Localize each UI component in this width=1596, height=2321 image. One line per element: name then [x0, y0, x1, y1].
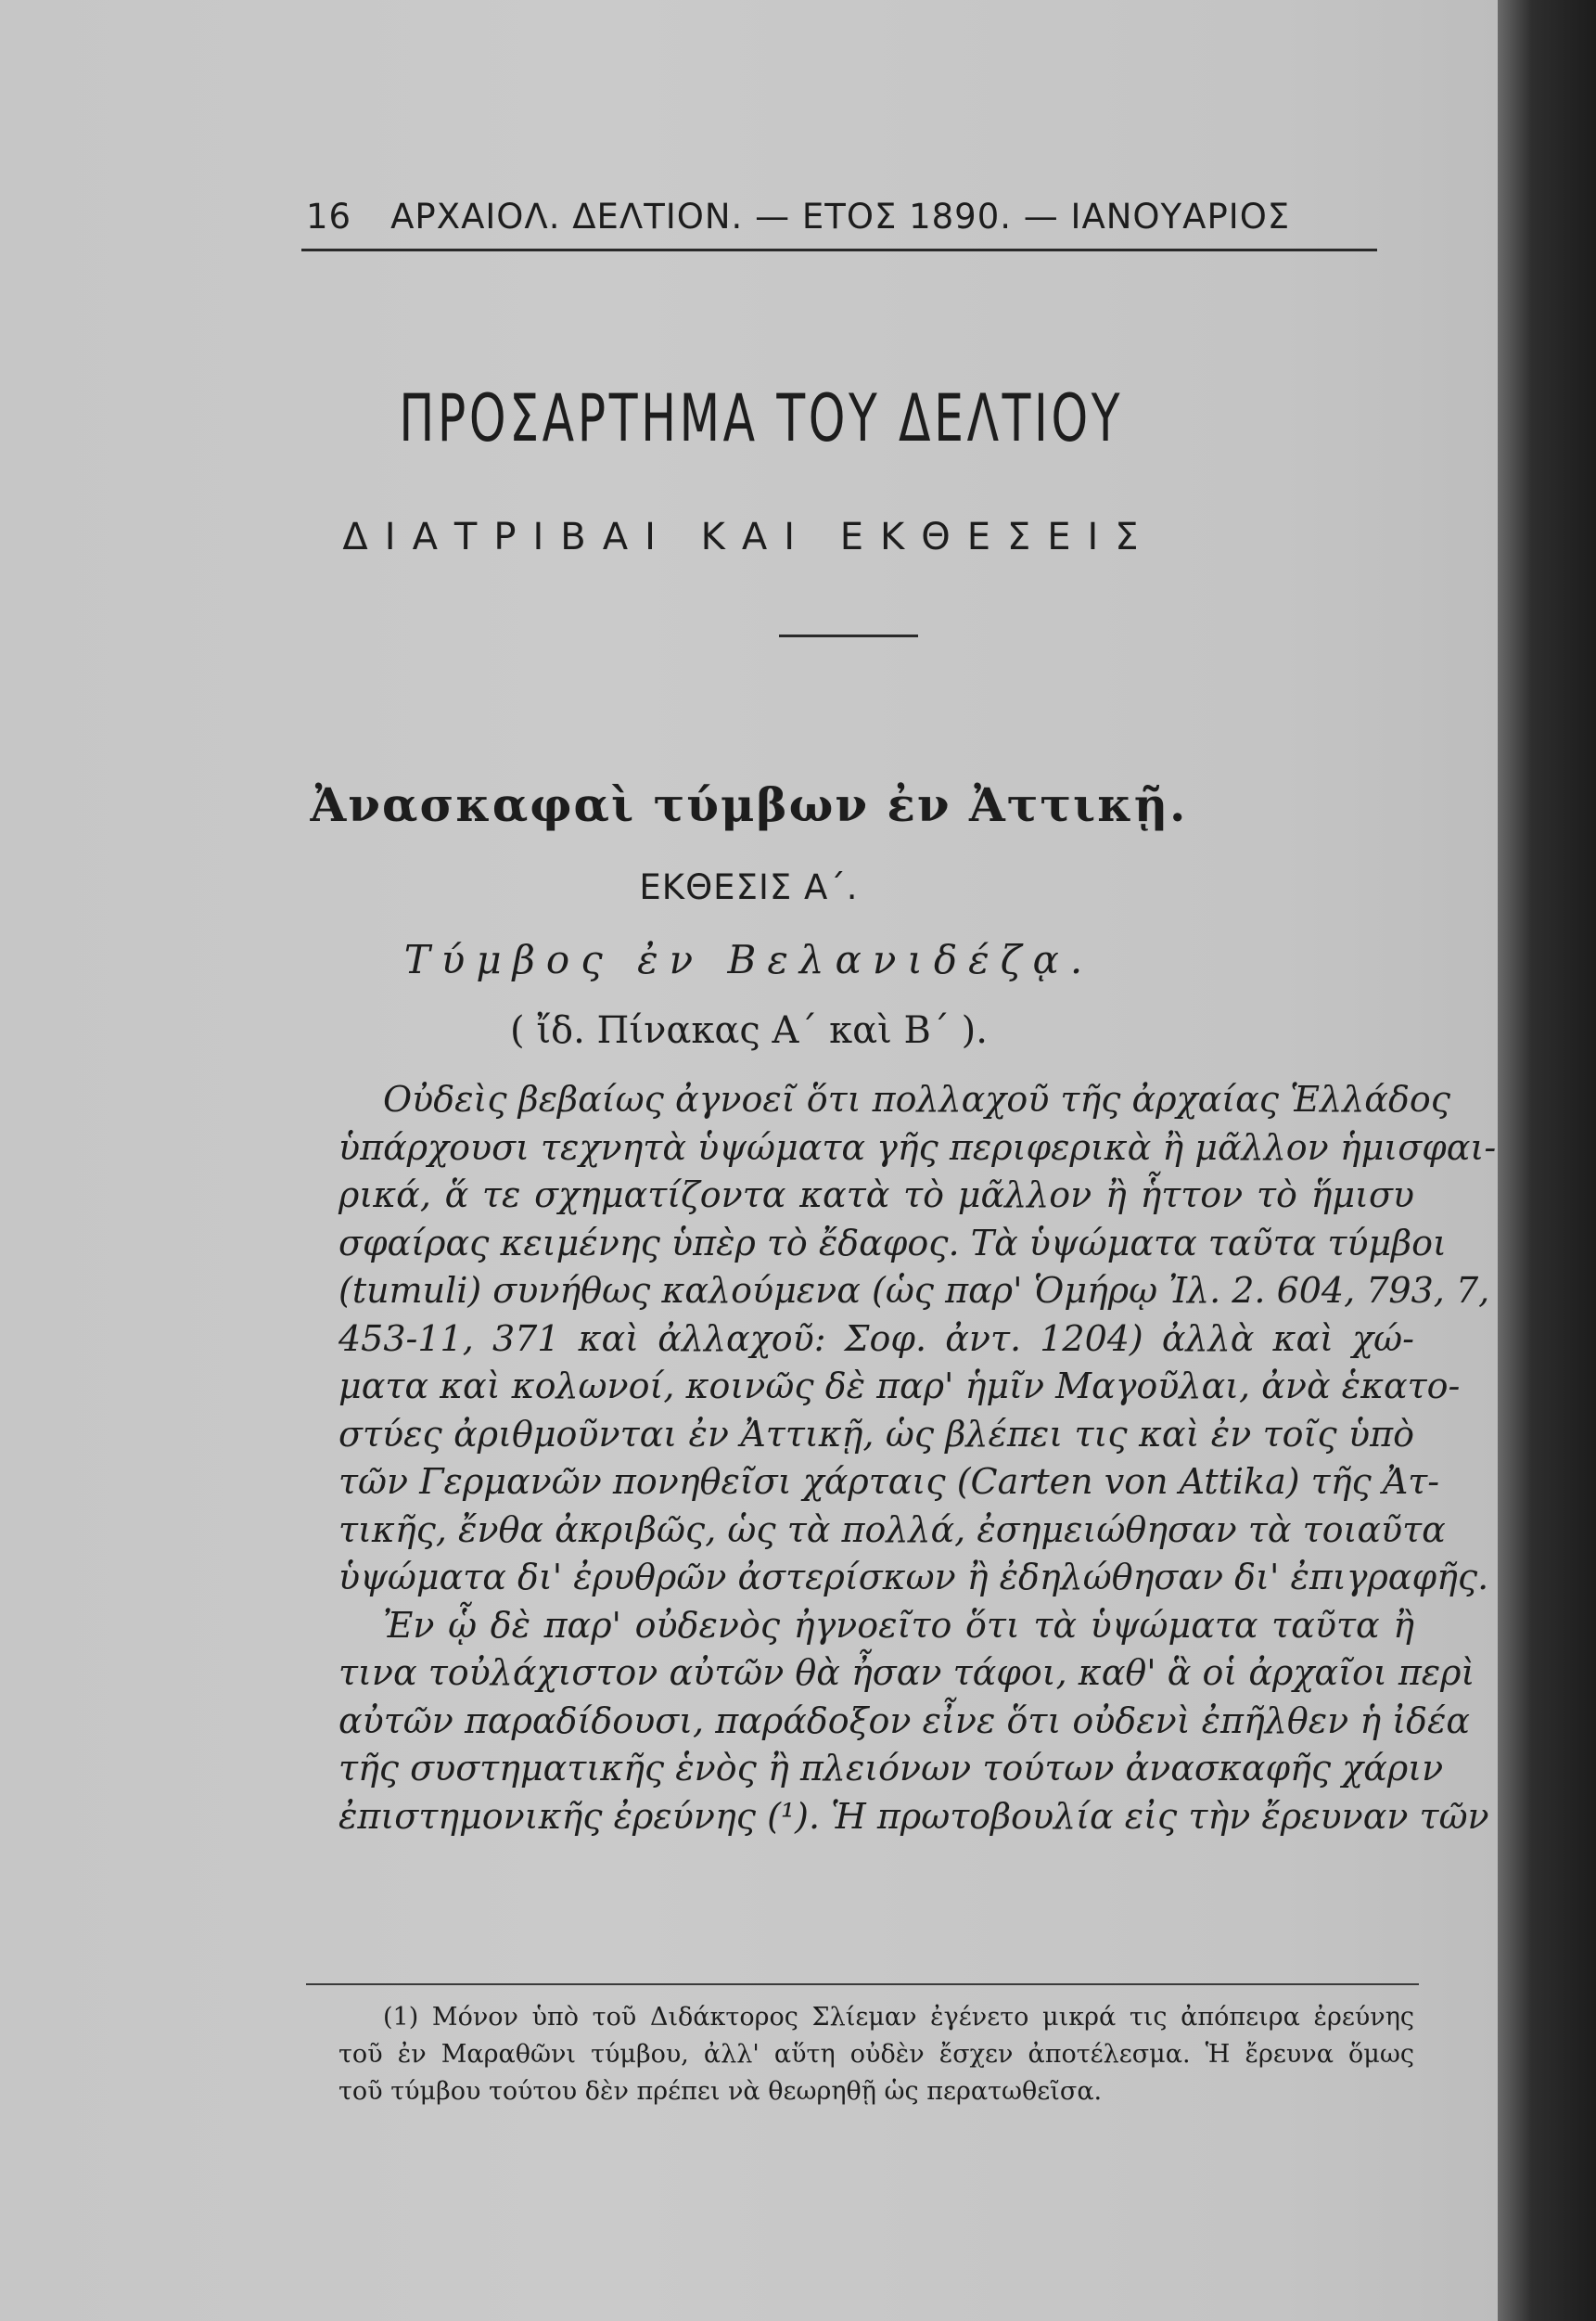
text-line: ὑπάρχουσι τεχνητὰ ὑψώματα γῆς περιφερικὰ ἢ μᾶλλον ἡμισφαι-: [338, 1126, 1497, 1168]
text-line: Οὐδεὶς βεβαίως ἀγνοεῖ ὅτι πολλαχοῦ τῆς ἀρχαίας Ἑλλάδος: [383, 1079, 1450, 1120]
text-line: (tumuli) συνήθως καλούμενα (ὡς παρ' Ὁμήρῳ Ἰλ. 2. 604, 793, 7,: [338, 1270, 1490, 1311]
plates-reference: ( ἴδ. Πίνακας Α΄ καὶ Β΄ ).: [510, 1009, 988, 1052]
text-line: αὐτῶν παραδίδουσι, παράδοξον εἶνε ὅτι οὐδενὶ ἐπῆλθεν ἡ ἰδέα: [338, 1699, 1471, 1741]
footnote-rule: [306, 1983, 1419, 1985]
text-line: ὑψώματα δι' ἐρυθρῶν ἀστερίσκων ἢ ἐδηλώθησαν δι' ἐπιγραφῆς.: [338, 1557, 1489, 1597]
header-rule: [301, 249, 1377, 251]
book-spine-shadow: [1498, 0, 1596, 2321]
page-title: ΠΡΟΣΑΡΤΗΜΑ ΤΟΥ ΔΕΛΤΙΟΥ: [399, 380, 1124, 456]
section-subtitle: ΔΙΑΤΡΙΒΑΙ ΚΑΙ ΕΚΘΕΣΕΙΣ: [342, 516, 1156, 558]
text-line: 453-11, 371 καὶ ἀλλαχοῦ: Σοφ. ἀντ. 1204) ἀλλὰ καὶ χώ-: [338, 1317, 1414, 1359]
footnote: [338, 1999, 1414, 2110]
text-line: τινα τοὐλάχιστον αὐτῶν θὰ ἦσαν τάφοι, καθ' ἃ οἱ ἀρχαῖοι περὶ: [338, 1652, 1475, 1693]
divider: [779, 635, 918, 637]
page-number: 16: [306, 197, 352, 237]
text-line: σφαίρας κειμένης ὑπὲρ τὸ ἔδαφος. Τὰ ὑψώματα ταῦτα τύμβοι: [338, 1222, 1447, 1263]
text-line: ρικά, ἅ τε σχηματίζοντα κατὰ τὸ μᾶλλον ἢ ἧττον τὸ ἥμισυ: [338, 1174, 1414, 1215]
footnote-line: τοῦ τύμβου τούτου δὲν πρέπει νὰ θεωρηθῇ ὡς περατωθεῖσα.: [338, 2077, 1103, 2106]
body-text: [338, 1076, 1497, 1840]
article-title: Ἀνασκαφαὶ τύμβων ἐν Ἀττικῇ.: [310, 777, 1188, 832]
text-line: ματα καὶ κολωνοί, κοινῶς δὲ παρ' ἡμῖν Μαγοῦλαι, ἀνὰ ἑκατο-: [338, 1366, 1461, 1406]
text-line: τῆς συστηματικῆς ἑνὸς ἢ πλειόνων τούτων ἀνασκαφῆς χάριν: [338, 1748, 1444, 1789]
text-line: τῶν Γερμανῶν πονηθεῖσι χάρταις (Carten von Attika) τῆς Ἀτ-: [338, 1461, 1440, 1502]
text-line: ἐπιστημονικῆς ἐρεύνης (¹). Ἡ πρωτοβουλία εἰς τὴν ἔρευναν τῶν: [338, 1795, 1489, 1837]
text-line: τικῆς, ἔνθα ἀκριβῶς, ὡς τὰ πολλά, ἐσημειώθησαν τὰ τοιαῦτα: [338, 1508, 1446, 1550]
footnote-line: τοῦ ἐν Μαραθῶνι τύμβου, ἀλλ' αὕτη οὐδὲν ἔσχεν ἀποτέλεσμα. Ἡ ἔρευνα ὅμως: [338, 2040, 1414, 2069]
running-head: [306, 197, 1373, 237]
report-label: ΕΚΘΕΣΙΣ Α΄.: [639, 867, 859, 907]
footnote-line: (1) Μόνον ὑπὸ τοῦ Διδάκτορος Σλίεμαν ἐγένετο μικρά τις ἀπόπειρα ἐρεύνης: [383, 2003, 1414, 2032]
running-head-text: ΑΡΧΑΙΟΛ. ΔΕΛΤΙΟΝ. — ΕΤΟΣ 1890. — ΙΑΝΟΥΑΡΙΟΣ: [390, 197, 1291, 237]
text-line: Ἐν ᾧ δὲ παρ' οὐδενὸς ἠγνοεῖτο ὅτι τὰ ὑψώματα ταῦτα ἢ: [383, 1604, 1414, 1646]
tomb-heading: Τύμβος ἐν Βελανιδέζᾳ.: [403, 937, 1094, 982]
text-line: στύες ἀριθμοῦνται ἐν Ἀττικῇ, ὡς βλέπει τις καὶ ἐν τοῖς ὑπὸ: [338, 1413, 1414, 1455]
